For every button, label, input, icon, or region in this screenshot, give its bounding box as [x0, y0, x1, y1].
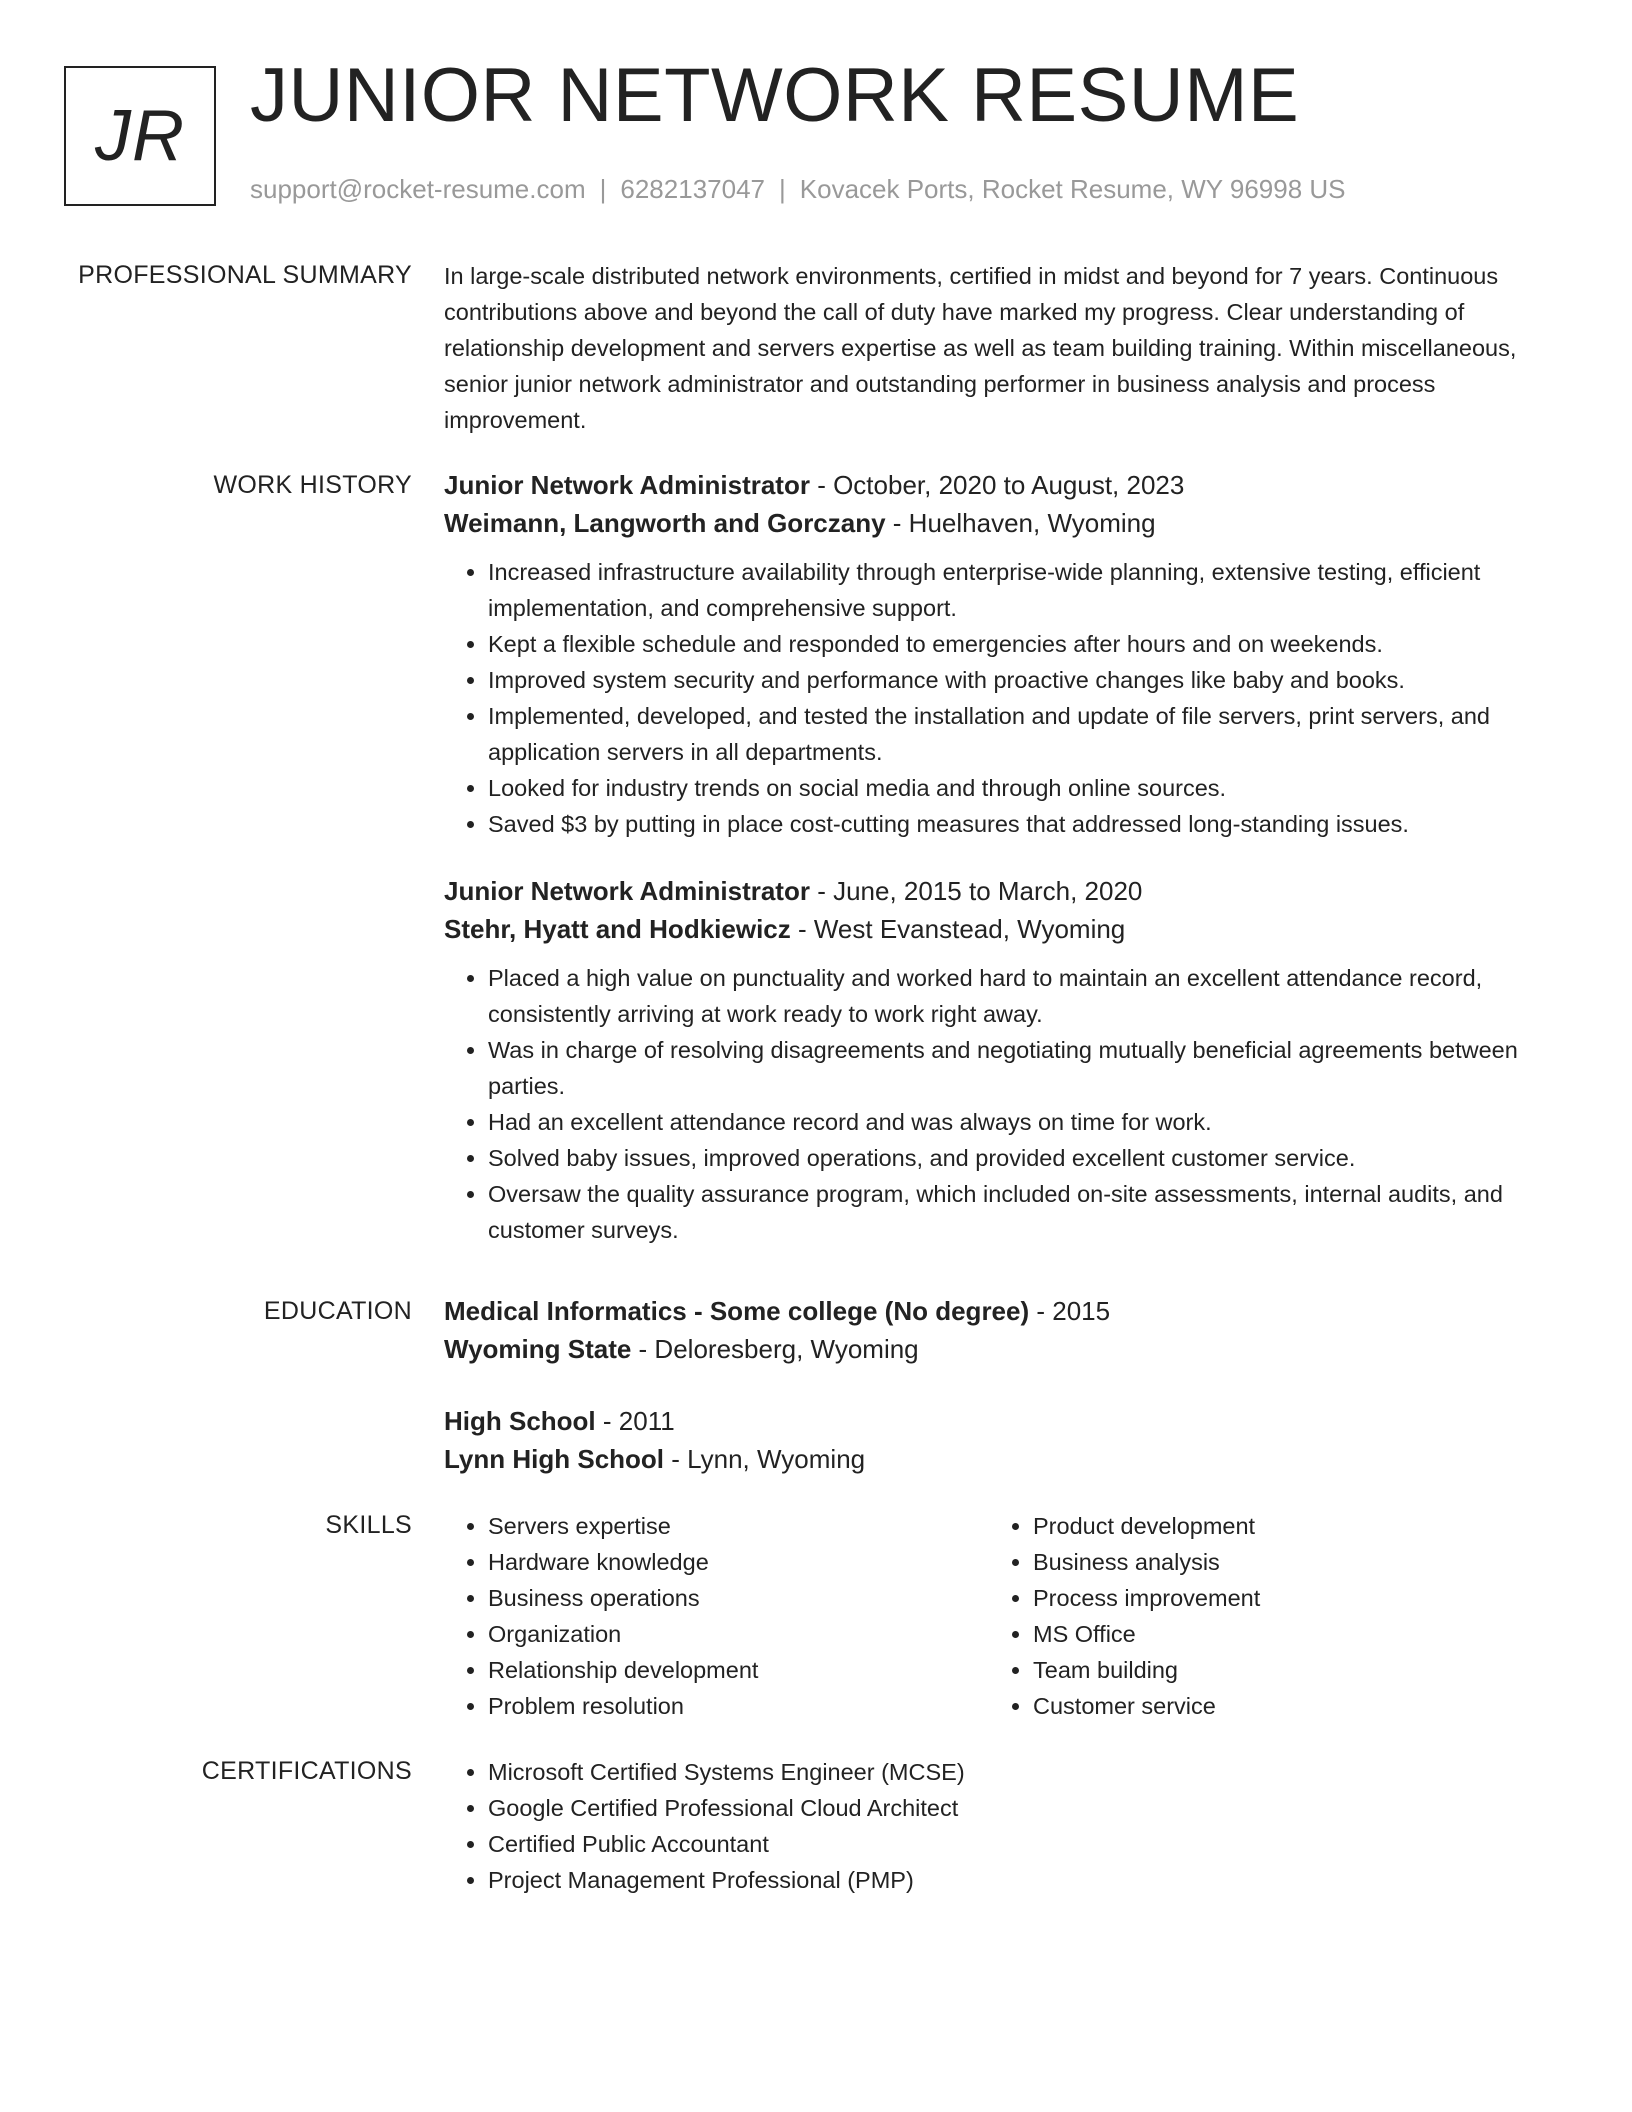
contact-separator: | [599, 174, 607, 204]
education-entry [444, 1402, 1560, 1478]
education-year: - 2015 [1029, 1296, 1111, 1326]
resume-title: JUNIOR NETWORK RESUME [250, 53, 1300, 138]
job-bullet: • Looked for industry trends on social media and through online sources. [488, 770, 1560, 806]
contact-email: support@rocket-resume.com [250, 174, 586, 204]
education-degree: High School [444, 1406, 596, 1436]
education-school: Wyoming State [444, 1334, 632, 1364]
certification-item: • Google Certified Professional Cloud Architect [488, 1790, 1560, 1826]
job-bullet: • Oversaw the quality assurance program, which included on-site assessments, internal audits, and customer surveys. [488, 1176, 1560, 1248]
job-company-line [444, 504, 1560, 542]
skill-item: • Customer service [1033, 1688, 1534, 1724]
education-entry [444, 1292, 1560, 1368]
skills-body [444, 1508, 1560, 1724]
job-bullet: • Placed a high value on punctuality and worked hard to maintain an excellent attendance record, consistently arriving at work ready to work right away. [488, 960, 1560, 1032]
skills-grid [444, 1508, 1560, 1724]
monogram-box: JR [64, 66, 216, 206]
skill-item: • Process improvement [1033, 1580, 1534, 1616]
job-title-line [444, 466, 1560, 504]
job-location: - Huelhaven, Wyoming [885, 508, 1156, 538]
job-bullet: • Solved baby issues, improved operations, and provided excellent customer service. [488, 1140, 1560, 1176]
certification-item: • Microsoft Certified Systems Engineer (MCSE) [488, 1754, 1560, 1790]
job-dates: - October, 2020 to August, 2023 [809, 470, 1185, 500]
skill-item: • Product development [1033, 1508, 1534, 1544]
job-title: Junior Network Administrator [444, 470, 810, 500]
summary-text: In large-scale distributed network environments, certified in midst and beyond for 7 years. Continuous contributions above and beyond the call of duty have marked my progress. Clear understanding of relationship development and servers expertise as well as team building training. Within miscellaneous, senior junior network administrator and outstanding performer in business analysis and process improvement. [444, 263, 1517, 433]
section-label-certifications: CERTIFICATIONS [201, 1757, 412, 1785]
job-dates: - June, 2015 to March, 2020 [809, 876, 1143, 906]
job-company: Weimann, Langworth and Gorczany [444, 508, 886, 538]
education-school-line [444, 1440, 1560, 1478]
section-label-work-history: WORK HISTORY [213, 471, 412, 499]
education-location: - Deloresberg, Wyoming [631, 1334, 919, 1364]
job-bullet: • Increased infrastructure availability through enterprise-wide planning, extensive testing, efficient implementation, and comprehensive support. [488, 554, 1560, 626]
section-label-summary: PROFESSIONAL SUMMARY [78, 261, 412, 289]
certification-item: • Certified Public Accountant [488, 1826, 1560, 1862]
skills-column-right [989, 1508, 1534, 1724]
skill-item: • Problem resolution [488, 1688, 989, 1724]
job-entry [444, 872, 1560, 1248]
education-body [444, 1292, 1560, 1512]
job-bullet: • Was in charge of resolving disagreements and negotiating mutually beneficial agreements between parties. [488, 1032, 1560, 1104]
job-bullet: • Had an excellent attendance record and was always on time for work. [488, 1104, 1560, 1140]
job-bullets [444, 960, 1560, 1248]
skill-item: • Team building [1033, 1652, 1534, 1688]
skills-list [989, 1508, 1534, 1724]
section-label-education: EDUCATION [263, 1297, 412, 1325]
skills-list [444, 1508, 989, 1724]
skill-item: • Organization [488, 1616, 989, 1652]
section-label-skills: SKILLS [325, 1511, 412, 1539]
skill-item: • MS Office [1033, 1616, 1534, 1652]
certifications-list [444, 1754, 1560, 1898]
education-school: Lynn High School [444, 1444, 665, 1474]
certification-item: • Project Management Professional (PMP) [488, 1862, 1560, 1898]
summary-body [444, 258, 1560, 438]
skill-item: • Relationship development [488, 1652, 989, 1688]
certifications-body [444, 1754, 1560, 1898]
skill-item: • Hardware knowledge [488, 1544, 989, 1580]
job-entry [444, 466, 1560, 842]
job-bullet: • Improved system security and performance with proactive changes like baby and books. [488, 662, 1560, 698]
skill-item: • Business analysis [1033, 1544, 1534, 1580]
skills-column-left [444, 1508, 989, 1724]
work-history-body [444, 466, 1560, 1270]
education-school-line [444, 1330, 1560, 1368]
job-bullet: • Saved $3 by putting in place cost-cutting measures that addressed long-standing issues. [488, 806, 1560, 842]
job-bullet: • Implemented, developed, and tested the installation and update of file servers, print servers, and application servers in all departments. [488, 698, 1560, 770]
job-title: Junior Network Administrator [444, 876, 810, 906]
job-title-line [444, 872, 1560, 910]
job-company: Stehr, Hyatt and Hodkiewicz [444, 914, 791, 944]
education-degree: Medical Informatics - Some college (No degree) [444, 1296, 1030, 1326]
education-degree-line [444, 1402, 1560, 1440]
contact-separator: | [779, 174, 786, 204]
skill-item: • Servers expertise [488, 1508, 989, 1544]
contact-address: Kovacek Ports, Rocket Resume, WY 96998 US [799, 174, 1346, 204]
skill-item: • Business operations [488, 1580, 989, 1616]
education-degree-line [444, 1292, 1560, 1330]
job-company-line [444, 910, 1560, 948]
job-bullets [444, 554, 1560, 842]
education-year: - 2011 [595, 1406, 675, 1436]
contact-line [250, 174, 1346, 205]
job-bullet: • Kept a flexible schedule and responded to emergencies after hours and on weekends. [488, 626, 1560, 662]
job-location: - West Evanstead, Wyoming [790, 914, 1126, 944]
education-location: - Lynn, Wyoming [664, 1444, 866, 1474]
contact-phone: 6282137047 [620, 174, 765, 204]
